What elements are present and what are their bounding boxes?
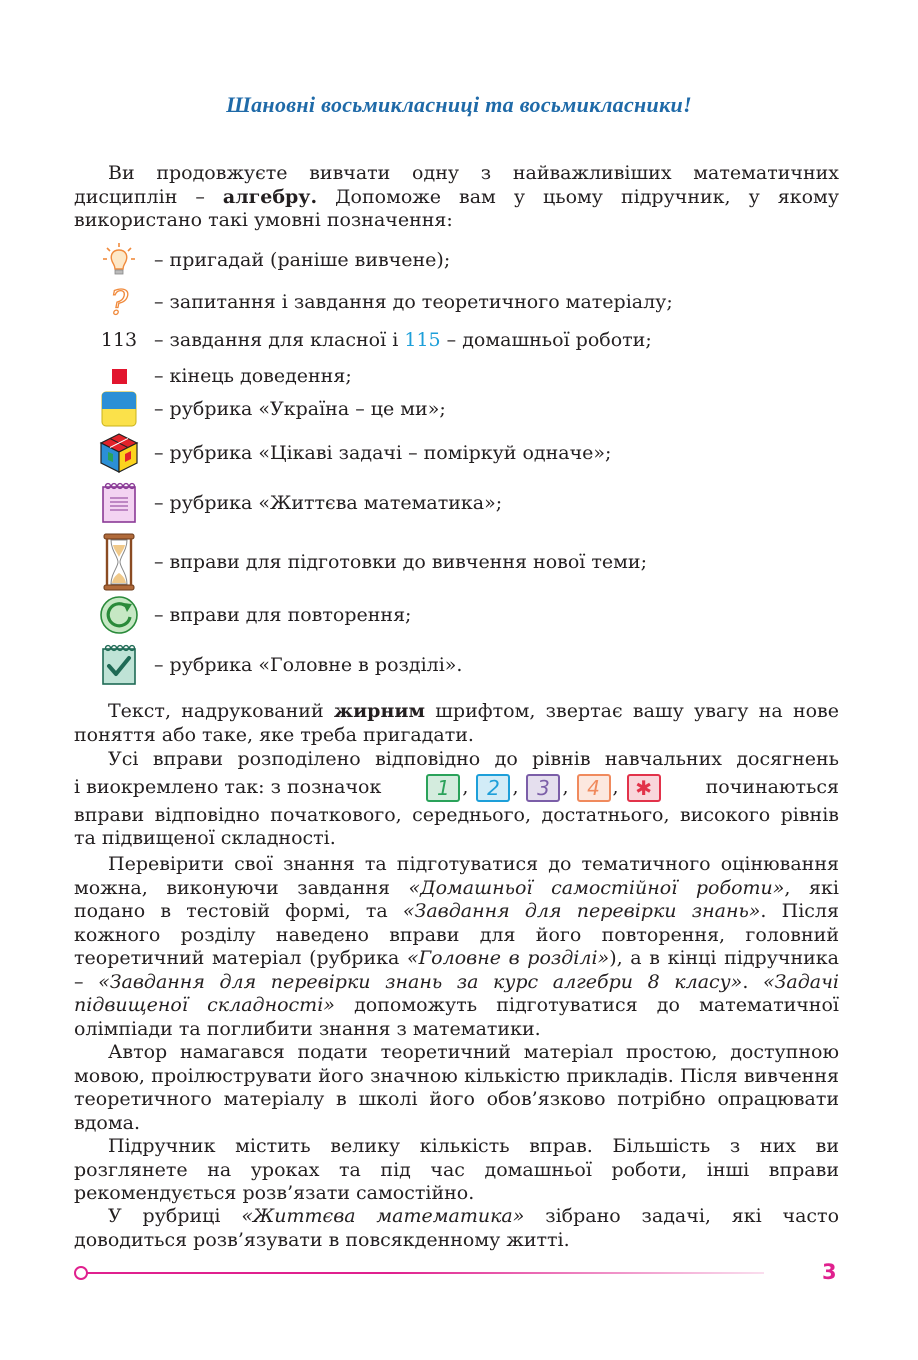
legend-text: – запитання і завдання до теоретичного матеріалу; bbox=[154, 291, 673, 313]
legend-text: – вправи для повторення; bbox=[154, 604, 412, 626]
legend-repeat bbox=[98, 594, 411, 636]
red-square-icon bbox=[98, 369, 140, 384]
legend-class-home bbox=[98, 322, 652, 358]
question-mark-icon bbox=[98, 284, 140, 320]
level-badge-2: 2 bbox=[476, 774, 510, 802]
legend-questions bbox=[98, 282, 673, 322]
level-badge-4: 4 bbox=[577, 774, 611, 802]
level-separator: , bbox=[462, 775, 469, 798]
legend-main bbox=[98, 642, 462, 688]
legend-ukraine bbox=[98, 388, 446, 430]
level-separator: , bbox=[562, 775, 569, 798]
levels-rest: вправи відповідно початкового, середнього, достатнього, високого рівнів та підвищеної складності. bbox=[74, 803, 839, 849]
footer-line bbox=[84, 1272, 764, 1274]
footer-dot bbox=[74, 1266, 88, 1280]
checklist-notebook-icon bbox=[98, 644, 140, 686]
legend-text: – пригадай (раніше вивчене); bbox=[154, 249, 451, 271]
legend-text: – рубрика «Головне в розділі». bbox=[154, 654, 463, 676]
level-badge-1: 1 bbox=[426, 774, 460, 802]
check-knowledge-paragraph: Перевірити свої знання та підготуватися до тематичного оцінювання можна, виконуючи завдання «Домашньої самостійної роботи», які подано в тестовій формі, та «Завдання для перевірки знань». Після кожного розділу наведено вправи для його повторення, головний теоретичний матеріал (рубрика «Головне в розділі»), а в кінці підручника – «Завдання для перевірки знань за курс алгебри 8 класу». «Задачі підвищеної складності» допоможуть підготуватися до математичної олімпіади та поглибити знання з математики. bbox=[74, 853, 839, 1040]
author-paragraph: Автор намагався подати теоретичний матеріал простою, доступною мовою, проілюструвати його значною кількістю прикладів. Після вивчення теоретичного матеріалу в школі його обов’язково потрібно опрацювати вдома. bbox=[74, 1041, 839, 1134]
legend-text: – домашньої роботи; bbox=[446, 329, 652, 351]
exercises-paragraph: Підручник містить велику кількість вправ. Більшість з них ви розглянете на уроках та під час домашньої роботи, інші вправи рекомендується розв’язати самостійно. bbox=[74, 1135, 839, 1204]
page-heading: Шановні восьмикласниці та восьмикласники! bbox=[226, 92, 692, 117]
legend-prep bbox=[98, 532, 647, 592]
level-separator: , bbox=[612, 775, 619, 798]
levels-line-1: Усі вправи розподілено відповідно до рівнів навчальних досягнень bbox=[108, 748, 839, 770]
life-math-paragraph: У рубриці «Життєва математика» зібрано задачі, які часто доводиться розв’язувати в повсякденному житті. bbox=[74, 1205, 840, 1251]
svg-text:?: ? bbox=[109, 284, 129, 320]
legend-remember bbox=[98, 240, 450, 280]
page-number: 3 bbox=[822, 1260, 837, 1284]
hourglass-icon bbox=[98, 533, 140, 591]
level-badge-3: 3 bbox=[526, 774, 560, 802]
intro-paragraph: Ви продовжуєте вивчати одну з найважливіших математичних дисциплін – алгебру. Допоможе вам у цьому підручник, у якому використано такі умовні позначення: bbox=[74, 162, 840, 231]
legend-text: – завдання для класної і bbox=[154, 329, 399, 351]
rubiks-cube-icon bbox=[98, 432, 140, 474]
levels-line-2: і виокремлено так: з позначок 1 , 2 , 3 , 4 , ✱ починаються bbox=[74, 775, 839, 800]
level-badge-5: ✱ bbox=[627, 774, 661, 802]
legend-text: – вправи для підготовки до вивчення нової теми; bbox=[154, 551, 647, 573]
legend-text: – рубрика «Україна – це ми»; bbox=[154, 398, 446, 420]
levels-paragraph bbox=[74, 748, 839, 851]
level-separator: , bbox=[512, 775, 519, 798]
legend-life-math bbox=[98, 480, 502, 526]
level-badges bbox=[424, 774, 662, 802]
home-number: 115 bbox=[404, 329, 441, 351]
repeat-circle-icon bbox=[98, 595, 140, 635]
bold-text-paragraph: Текст, надрукований жирним шрифтом, звертає вашу увагу на нове поняття або таке, яке треба пригадати. bbox=[74, 700, 839, 746]
class-number: 113 bbox=[100, 329, 138, 351]
legend-puzzles bbox=[98, 430, 611, 476]
lightbulb-icon bbox=[98, 242, 140, 278]
legend-text: – рубрика «Життєва математика»; bbox=[154, 492, 503, 514]
legend-text: – рубрика «Цікаві задачі – поміркуй одначе»; bbox=[154, 442, 612, 464]
ukraine-flag-icon bbox=[98, 391, 140, 427]
legend-text: – кінець доведення; bbox=[154, 365, 352, 387]
notebook-icon bbox=[98, 482, 140, 524]
